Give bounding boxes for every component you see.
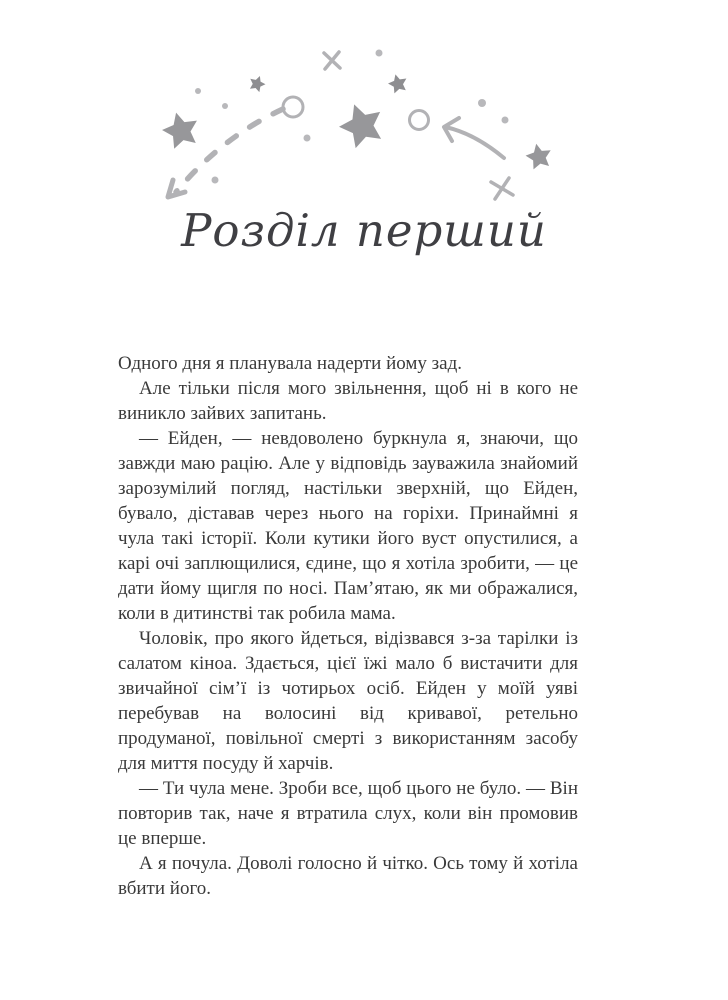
- chapter-body: [118, 351, 578, 901]
- paragraph: — Ейден, — невдоволено буркнула я, знаючи, що завжди маю рацію. Але у відповідь зауважила знайомий зарозумілий погляд, настільки зверхній, що Ейден, бувало, діставав через нього на горіхи. Принаймні я чула такі історії. Коли кутики його вуст опустилися, а карі очі заплющилися, єдине, що я хотіла зробити, — це дати йому щигля по носі. Пам’ятаю, як ми ображалися, коли в дитинстві так робила мама.: [118, 428, 578, 624]
- paragraph: Але тільки після мого звільнення, щоб ні в кого не виникло зайвих запитань.: [118, 378, 578, 424]
- dot-icon: [222, 103, 228, 109]
- star-icon: [524, 141, 554, 170]
- paragraph: — Ти чула мене. Зроби все, щоб цього не було. — Він повторив так, наче я втратила слух, коли він промовив це вперше.: [118, 778, 578, 849]
- paragraph: Одного дня я планувала надерти йому зад.: [118, 353, 463, 374]
- star-icon: [334, 97, 389, 151]
- x-mark-icon: [324, 52, 340, 69]
- dot-icon: [502, 117, 509, 124]
- star-icon: [247, 73, 267, 93]
- star-icon: [159, 108, 203, 151]
- dot-icon: [304, 135, 311, 142]
- dot-icon: [195, 88, 201, 94]
- chapter-title: Розділ перший: [181, 204, 547, 257]
- paragraph: Чоловік, про якого йдеться, відізвався з-за тарілки із салатом кіноа. Здається, цієї їжі мало б вистачити для звичайної сім’ї із чотирьох осіб. Ейден у моїй уяві перебував на волосині від кривавої, ретельно продуманої, повільної смерті з використанням засобу для миття посуду й харчів.: [118, 628, 578, 774]
- circle-outline-icon: [410, 111, 429, 130]
- dot-icon: [478, 99, 486, 107]
- dot-icon: [212, 177, 219, 184]
- curved-arrow-icon: [445, 127, 504, 158]
- circle-outline-icon: [283, 97, 303, 117]
- x-mark-icon: [491, 178, 513, 199]
- paragraph: А я почула. Доволі голосно й чітко. Ось тому й хотіла вбити його.: [118, 853, 578, 899]
- star-icon: [386, 72, 409, 94]
- dot-icon: [376, 50, 383, 57]
- shooting-stars-decoration: [0, 0, 728, 212]
